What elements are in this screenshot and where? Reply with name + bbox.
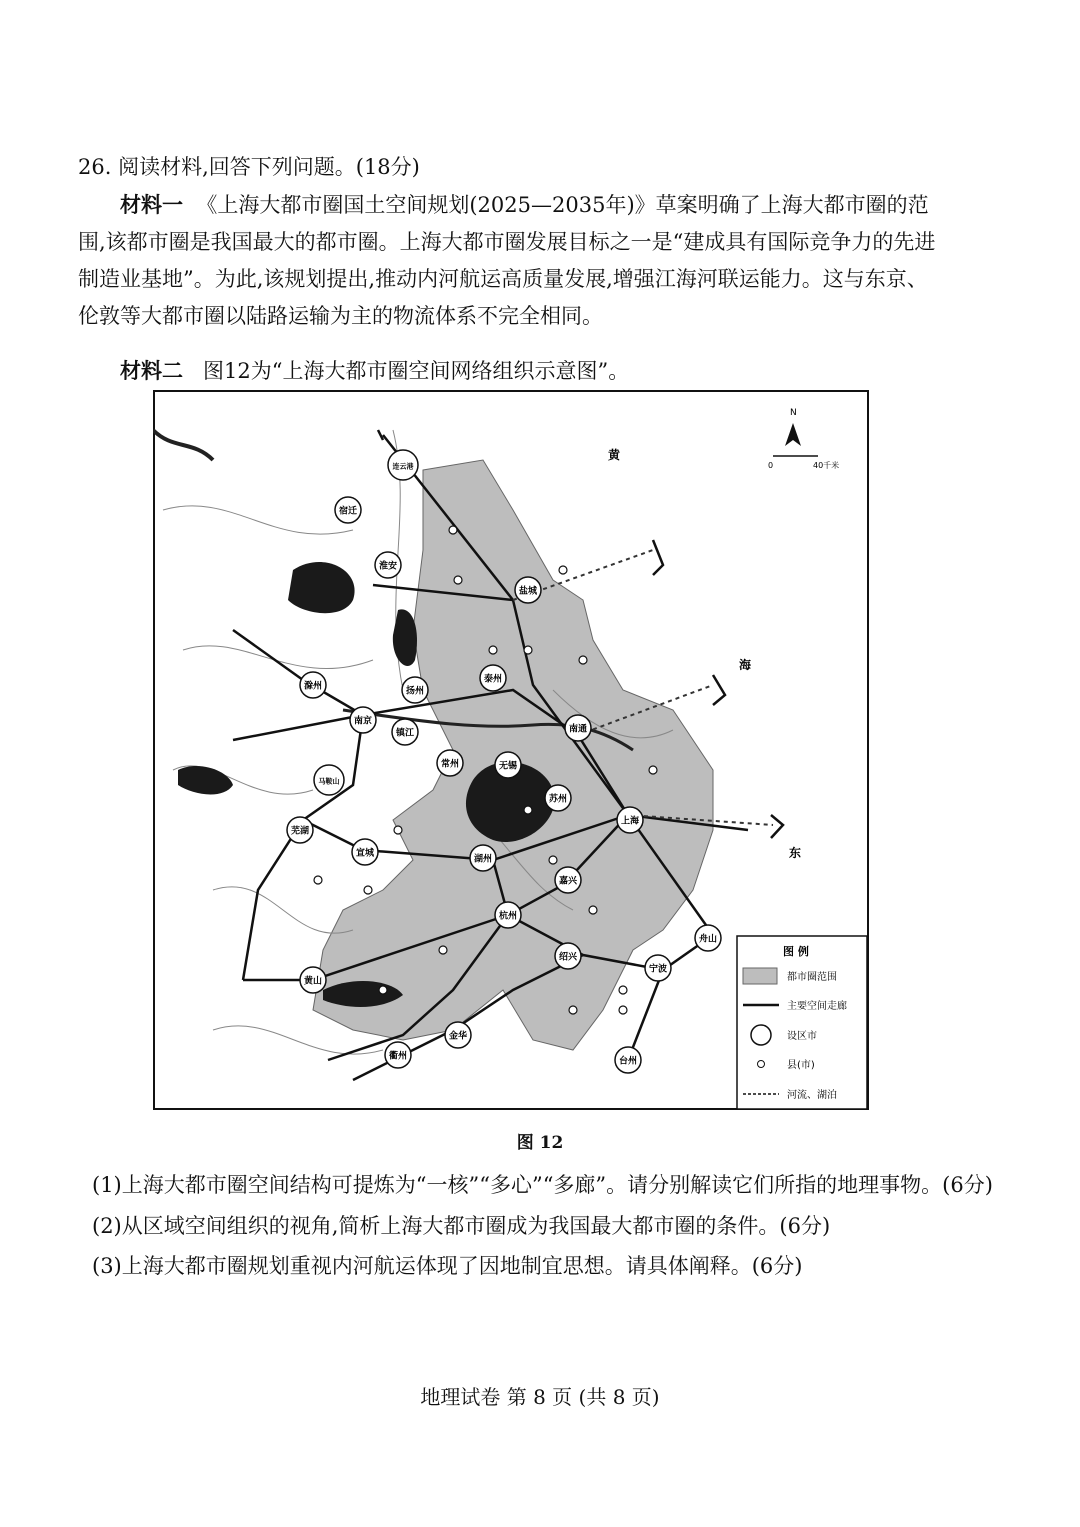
city-marker: [350, 707, 376, 733]
material-one: [78, 186, 948, 335]
city-marker: [470, 845, 496, 871]
city-label: 台州: [618, 1056, 638, 1067]
figure-caption: 图 12: [516, 1133, 564, 1153]
city-marker: [388, 450, 418, 480]
legend-item-corridor: 主要空间走廊: [787, 1001, 847, 1012]
city-marker: [555, 943, 581, 969]
city-label: 扬州: [405, 686, 425, 697]
material-one-text: 《上海大都市圈国土空间规划(2025—2035年)》草案明确了上海大都市圈的范围,该都市圈是我国最大的都市圈。上海大都市圈发展目标之一是“建成具有国际竞争力的先进制造业基地”。为此,该规划提出,推动内河航运高质量发展,增强江海河联运能力。这与东京、伦敦等大都市圈以陆路运输为主的物流体系不完全相同。: [78, 193, 936, 328]
legend-item-city: 设区市: [787, 1031, 817, 1042]
city-label: 常州: [440, 759, 460, 770]
metro-map: [153, 390, 869, 1112]
sea-label-dong: 东: [789, 846, 802, 860]
city-label: 宣城: [355, 848, 375, 859]
city-label: 淮安: [378, 561, 398, 572]
material-two: [78, 352, 948, 390]
city-label: 舟山: [698, 934, 718, 945]
city-marker: [437, 750, 463, 776]
city-label: 宿迁: [338, 506, 358, 517]
svg-text:N: N: [790, 408, 797, 418]
city-label: 泰州: [483, 674, 503, 685]
legend-title: 图 例: [783, 945, 809, 958]
city-marker: [300, 967, 326, 993]
city-label: 金华: [448, 1031, 468, 1042]
city-marker: [555, 867, 581, 893]
city-label: 黄山: [303, 976, 323, 987]
city-label: 苏州: [548, 794, 568, 805]
material-two-text: 图12为“上海大都市圈空间网络组织示意图”。: [203, 359, 630, 383]
city-marker: [695, 925, 721, 951]
city-label: 衢州: [388, 1051, 408, 1062]
city-marker: [352, 839, 378, 865]
city-marker: [300, 672, 326, 698]
legend-item-county: 县(市): [787, 1060, 815, 1071]
city-marker: [617, 807, 643, 833]
city-marker: [287, 817, 313, 843]
city-label: 湖州: [473, 854, 493, 865]
city-marker: [565, 715, 591, 741]
city-label: 连云港: [392, 462, 414, 471]
sub-question-1: (1)上海大都市圈空间结构可提炼为“一核”“多心”“多廊”。请分别解读它们所指的地理事物。(6分): [92, 1173, 993, 1197]
city-label: 镇江: [395, 728, 415, 739]
city-marker: [375, 552, 401, 578]
city-marker: [515, 577, 541, 603]
material-one-label: 材料一: [120, 192, 183, 217]
city-marker: [314, 765, 344, 795]
page-footer: 地理试卷 第 8 页 (共 8 页): [420, 1385, 660, 1409]
city-marker: [392, 719, 418, 745]
city-marker: [495, 752, 521, 778]
sub-question-3: (3)上海大都市圈规划重视内河航运体现了因地制宜思想。请具体阐释。(6分): [92, 1254, 803, 1278]
sub-question-2: (2)从区域空间组织的视角,简析上海大都市圈成为我国最大都市圈的条件。(6分): [92, 1214, 831, 1238]
city-marker: [335, 497, 361, 523]
legend-item-region: 都市圈范围: [787, 972, 837, 983]
question-title: 26. 阅读材料,回答下列问题。(18分): [78, 155, 420, 179]
city-label: 杭州: [498, 911, 518, 922]
material-two-label: 材料二: [120, 358, 183, 383]
sea-label-hai: 海: [739, 658, 752, 672]
city-marker: [385, 1042, 411, 1068]
city-marker: [545, 785, 571, 811]
legend-item-river: 河流、湖泊: [787, 1090, 837, 1101]
city-marker: [445, 1022, 471, 1048]
city-label: 嘉兴: [558, 876, 578, 887]
city-label: 上海: [620, 816, 640, 827]
city-marker: [402, 677, 428, 703]
map-legend: [737, 936, 867, 1109]
city-marker: [645, 955, 671, 981]
svg-text:40千米: 40千米: [813, 461, 840, 470]
city-label: 绍兴: [558, 952, 578, 963]
city-marker: [480, 665, 506, 691]
city-label: 芜湖: [290, 826, 310, 837]
city-label: 南通: [568, 724, 588, 735]
svg-text:0: 0: [768, 461, 774, 470]
city-label: 马鞍山: [318, 777, 340, 786]
city-marker: [615, 1047, 641, 1073]
city-label: 南京: [353, 716, 373, 727]
city-label: 盐城: [518, 586, 538, 597]
sea-label-huang: 黄: [608, 448, 621, 462]
city-label: 无锡: [498, 761, 518, 772]
city-marker: [495, 902, 521, 928]
city-label: 滁州: [303, 681, 323, 692]
city-label: 宁波: [648, 964, 668, 975]
